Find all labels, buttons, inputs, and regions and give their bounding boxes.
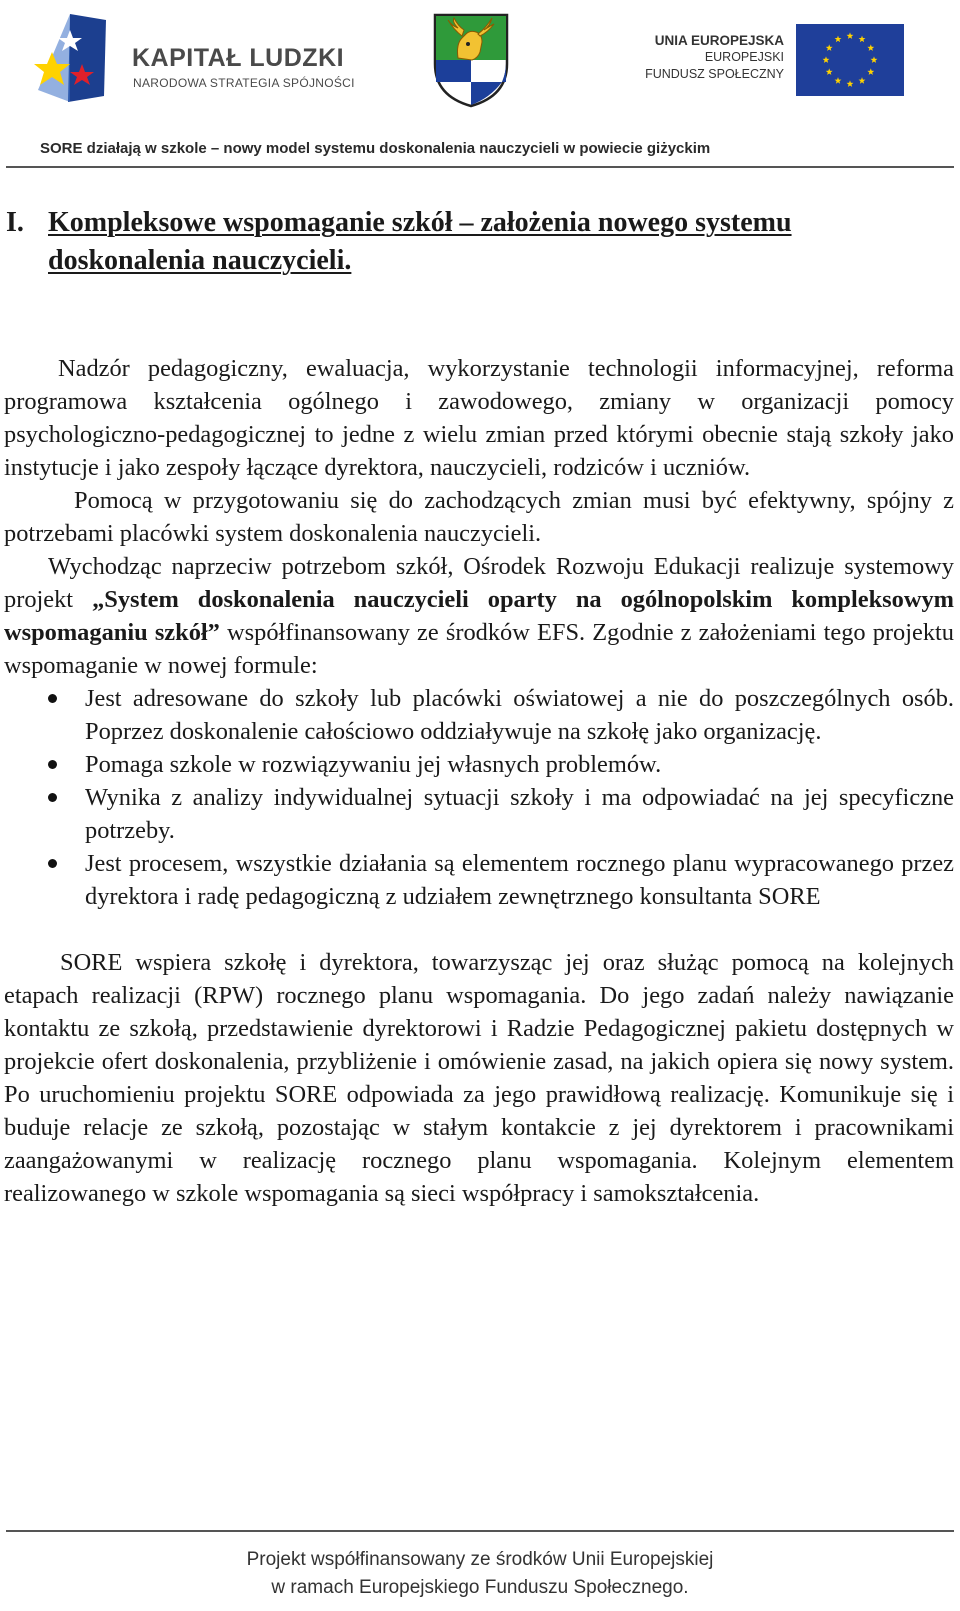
list-item-text: Jest procesem, wszystkie działania są elementem rocznego planu wypracowanego przez dyrektora i radę pedagogiczną z udziałem zewnętrznego konsultanta SORE	[85, 850, 954, 910]
kapital-ludzki-flag-icon	[30, 12, 108, 104]
list-item-text: Jest adresowane do szkoły lub placówki oświatowej a nie do poszczególnych osób. Poprzez doskonalenie całościowo oddziaływuje na szkołę jako organizację.	[85, 685, 954, 745]
paragraph-3-intro: Wychodząc naprzeciw potrzebom szkół, Ośrodek Rozwoju Edukacji realizuje systemowy projekt	[4, 553, 954, 613]
document-body	[4, 352, 954, 1210]
list-item-text: Wynika z analizy indywidualnej sytuacji szkoły i ma odpowiadać na jej specyficzne potrzeby.	[85, 784, 954, 844]
eu-flag-icon	[796, 24, 904, 96]
paragraph-3-outro: współfinansowany ze środków EFS. Zgodnie z założeniami tego projektu wspomaganie w nowej formule:	[4, 619, 955, 679]
bullet-list	[4, 682, 954, 913]
list-item	[4, 847, 954, 913]
bullet-icon	[48, 793, 57, 802]
paragraph-2: Pomocą w przygotowaniu się do zachodzących zmian musi być efektywny, spójny z potrzebami placówki system doskonalenia nauczycieli.	[4, 487, 954, 547]
paragraph-4: SORE wspiera szkołę i dyrektora, towarzysząc jej oraz służąc pomocą na kolejnych etapach realizacji (RPW) rocznego planu wspomagania. Do jego zadań należy nawiązanie kontaktu ze szkołą, przedstawienie dyrektorowi i Radzie Pedagogicznej pakietu dostępnych w projekcie ofert doskonalenia, przybliżenie i omówienie zasad, na jakich opiera się nowy system. Po uruchomieniu projektu SORE odpowiada za jego prawidłową realizację. Komunikuje się i buduje relacje ze szkołą, pozostając w stałym kontakcie z jej dyrektorem i pracownikami zaangażowanymi w realizację rocznego planu wspomagania. Kolejnym elementem realizowanego w szkole wspomagania są sieci współpracy i samokształcenia.	[4, 949, 954, 1207]
kapital-ludzki-logo	[24, 8, 355, 108]
list-item-text: Pomaga szkole w rozwiązywaniu jej własnych problemów.	[85, 751, 662, 778]
list-item	[4, 781, 954, 847]
kapital-ludzki-title: KAPITAŁ LUDZKI	[132, 44, 345, 72]
section-title: Kompleksowe wspomaganie szkół – założenia nowego systemu doskonalenia nauczycieli.	[48, 207, 792, 276]
eu-line-2: EUROPEJSKI	[704, 50, 784, 64]
project-title: SORE działają w szkole – nowy model systemu doskonalenia nauczycieli w powiecie giżyckim	[40, 140, 711, 157]
list-item	[4, 682, 954, 748]
eu-line-3: FUNDUSZ SPOŁECZNY	[645, 67, 784, 81]
paragraph-3	[4, 550, 954, 682]
eu-line-1: UNIA EUROPEJSKA	[654, 33, 784, 48]
bullet-icon	[48, 694, 57, 703]
list-item	[4, 748, 954, 781]
coat-of-arms-icon	[432, 12, 510, 108]
section-number: I.	[6, 207, 24, 238]
footer-line-1: Projekt współfinansowany ze środków Unii Europejskiej	[246, 1549, 714, 1570]
bullet-icon	[48, 760, 57, 769]
page-header	[0, 0, 960, 170]
paragraph-1: Nadzór pedagogiczny, ewaluacja, wykorzystanie technologii informacyjnej, reforma programowa kształcenia ogólnego i zawodowego, zmiany w organizacji pomocy psychologiczno-pedagogicznej to jedne z wielu zmian przed którymi obecnie stają szkoły jako instytucje i jako zespoły łączące dyrektora, nauczycieli, rodziców i uczniów.	[4, 355, 954, 481]
project-name: „System doskonalenia nauczycieli oparty na ogólnopolskim kompleksowym wspomaganiu szkół”	[4, 586, 954, 646]
page-footer	[0, 1546, 960, 1602]
footer-divider	[6, 1530, 954, 1532]
bullet-icon	[48, 859, 57, 868]
header-divider	[6, 166, 954, 168]
footer-line-2: w ramach Europejskiego Funduszu Społecznego.	[271, 1577, 689, 1598]
eu-logo	[612, 10, 922, 100]
eu-text	[645, 32, 784, 83]
kapital-ludzki-subtitle: NARODOWA STRATEGIA SPÓJNOŚCI	[133, 76, 355, 90]
